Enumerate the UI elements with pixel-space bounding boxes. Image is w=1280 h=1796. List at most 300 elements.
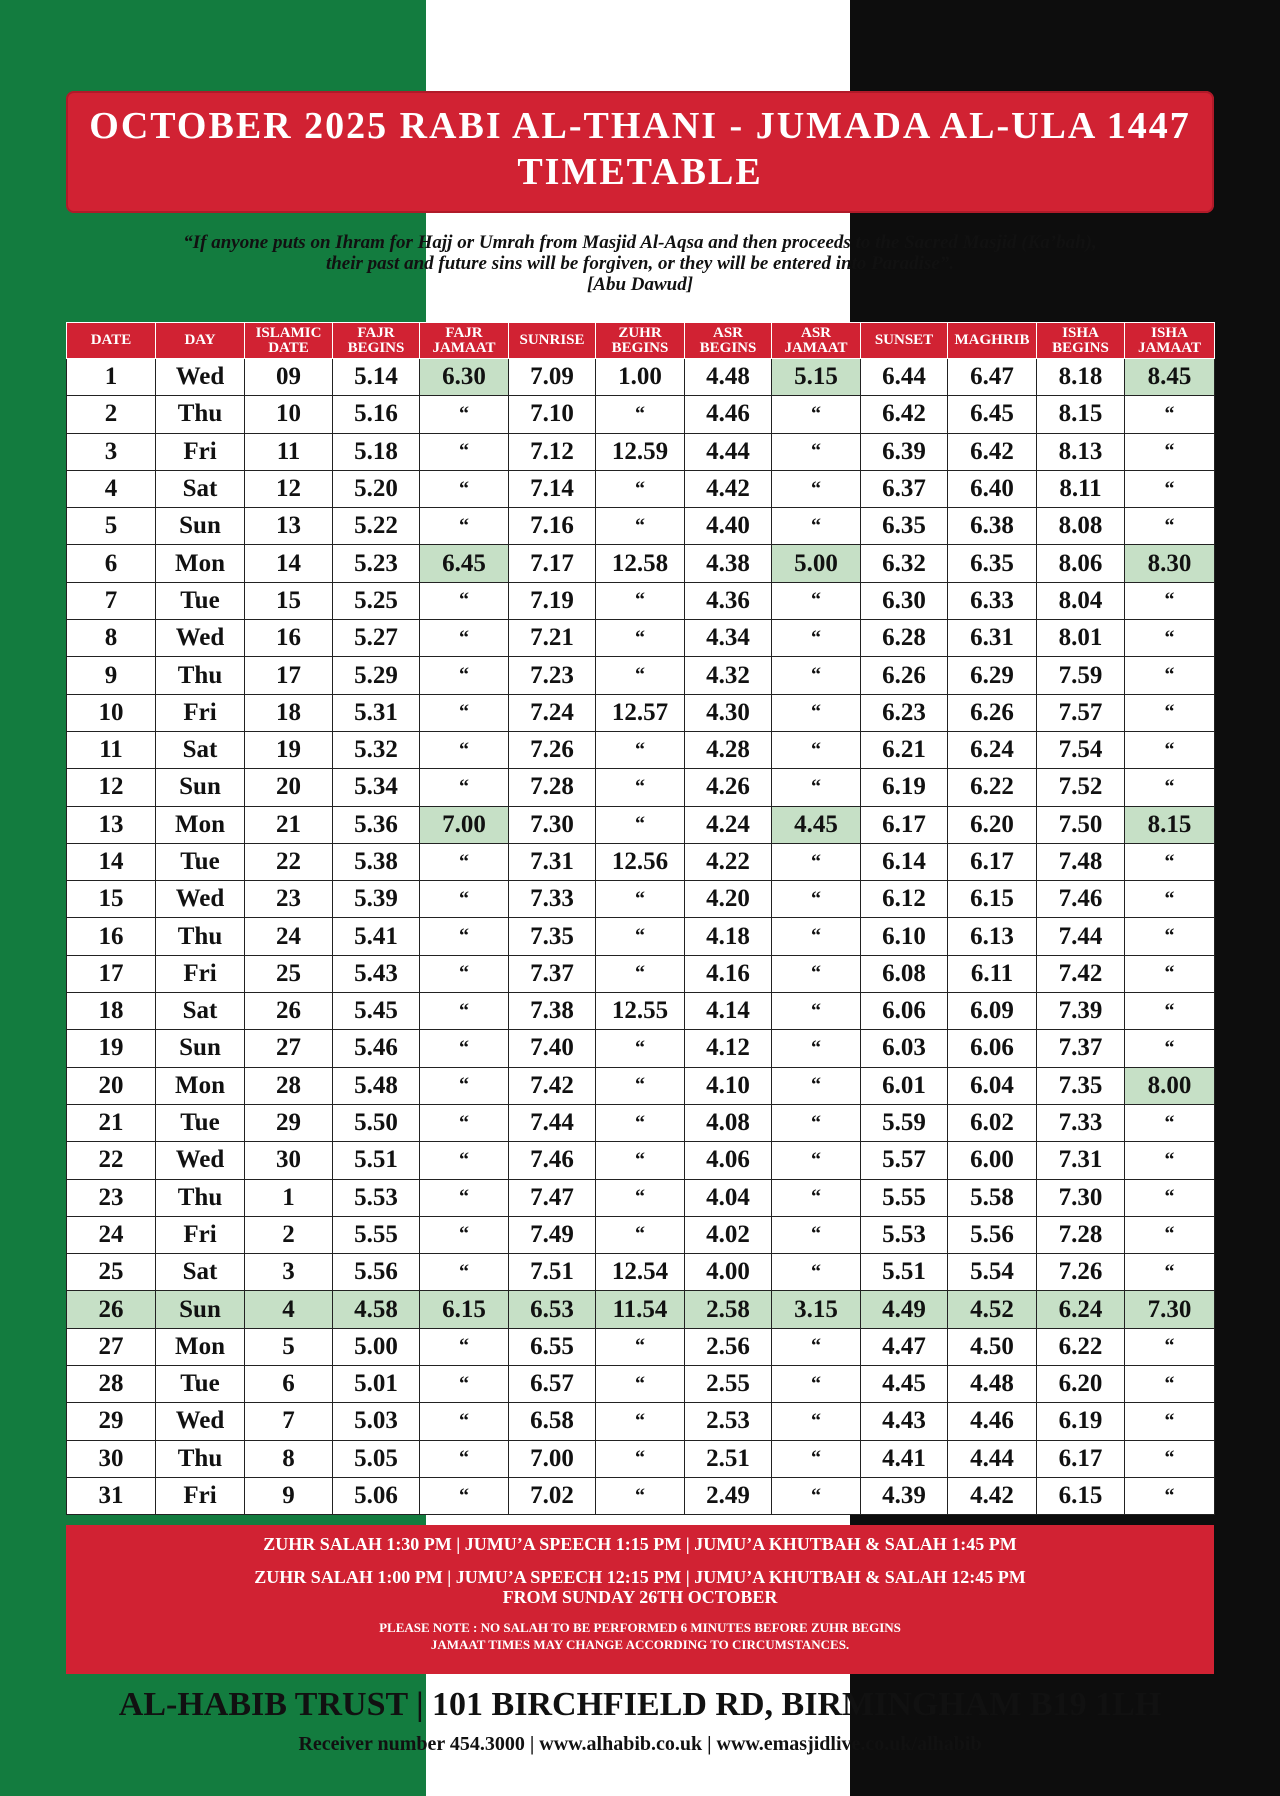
table-cell: “ — [596, 918, 685, 955]
table-cell: 7.42 — [1037, 955, 1125, 992]
table-cell: 4.40 — [685, 508, 772, 545]
table-cell: 6.30 — [861, 582, 948, 619]
table-cell: “ — [596, 1179, 685, 1216]
table-cell: 29 — [67, 1403, 156, 1440]
table-cell: 8.18 — [1037, 359, 1125, 396]
table-cell: 6.11 — [948, 955, 1037, 992]
table-cell: 18 — [67, 993, 156, 1030]
table-cell: “ — [772, 1104, 861, 1141]
table-cell: 7.59 — [1037, 657, 1125, 694]
table-cell: 6.06 — [948, 1030, 1037, 1067]
table-cell: 6.42 — [861, 396, 948, 433]
table-cell: “ — [596, 582, 685, 619]
table-cell: 6.31 — [948, 620, 1037, 657]
column-header-label: BEGINS — [1052, 339, 1109, 356]
table-cell: 16 — [67, 918, 156, 955]
notice-jamaat-change: JAMAAT TIMES MAY CHANGE ACCORDING TO CIRCUMSTANCES. — [430, 1637, 850, 1652]
table-cell: “ — [596, 657, 685, 694]
table-cell: 5.22 — [333, 508, 420, 545]
table-cell: 12.56 — [596, 843, 685, 880]
table-cell: 7 — [67, 582, 156, 619]
column-header — [1037, 323, 1125, 359]
table-row — [67, 918, 1215, 955]
column-header — [67, 323, 156, 359]
table-cell: 25 — [245, 955, 333, 992]
table-cell: 4.14 — [685, 993, 772, 1030]
notice-new-times: ZUHR SALAH 1:00 PM | JUMU’A SPEECH 12:15 PM | JUMU’A KHUTBAH & SALAH 12:45 PM — [254, 1567, 1026, 1587]
column-header-label: ASR — [712, 324, 743, 341]
table-cell: Sat — [156, 993, 245, 1030]
table-cell: 7.26 — [509, 731, 596, 768]
table-cell: 7.02 — [509, 1477, 596, 1514]
table-cell: 6.14 — [861, 843, 948, 880]
table-cell: “ — [596, 731, 685, 768]
table-cell: 5.06 — [333, 1477, 420, 1514]
table-cell: 8.11 — [1037, 470, 1125, 507]
table-cell: 7 — [245, 1403, 333, 1440]
table-cell: 8.30 — [1125, 545, 1215, 582]
table-cell: 6.04 — [948, 1067, 1037, 1104]
table-cell: 7.23 — [509, 657, 596, 694]
table-row — [67, 508, 1215, 545]
table-cell: 5.15 — [772, 359, 861, 396]
column-header — [245, 323, 333, 359]
table-cell: “ — [772, 1440, 861, 1477]
table-row — [67, 881, 1215, 918]
table-row — [67, 694, 1215, 731]
table-cell: “ — [596, 881, 685, 918]
table-cell: 11 — [67, 731, 156, 768]
table-cell: “ — [772, 1254, 861, 1291]
column-header-label: ASR — [800, 324, 831, 341]
table-row — [67, 359, 1215, 396]
table-cell: 7.33 — [1037, 1104, 1125, 1141]
table-cell: 5.31 — [333, 694, 420, 731]
table-row — [67, 1291, 1215, 1328]
notice-current-times: ZUHR SALAH 1:30 PM | JUMU’A SPEECH 1:15 PM | JUMU’A KHUTBAH & SALAH 1:45 PM — [263, 1534, 1017, 1554]
table-cell: 6.28 — [861, 620, 948, 657]
table-cell: 5.00 — [772, 545, 861, 582]
table-cell: Mon — [156, 1067, 245, 1104]
table-cell: “ — [420, 1440, 509, 1477]
table-cell: “ — [772, 955, 861, 992]
table-cell: 13 — [67, 806, 156, 843]
table-cell: 7.10 — [509, 396, 596, 433]
table-cell: 6.29 — [948, 657, 1037, 694]
table-cell: 7.37 — [509, 955, 596, 992]
table-cell: 11.54 — [596, 1291, 685, 1328]
table-cell: “ — [596, 1104, 685, 1141]
table-cell: “ — [420, 396, 509, 433]
table-cell: 7.40 — [509, 1030, 596, 1067]
table-cell: 6.33 — [948, 582, 1037, 619]
table-cell: Fri — [156, 433, 245, 470]
table-cell: 22 — [245, 843, 333, 880]
table-cell: 8.04 — [1037, 582, 1125, 619]
table-cell: “ — [1125, 881, 1215, 918]
table-cell: 09 — [245, 359, 333, 396]
quote-line-1: “If anyone puts on Ihram for Hajj or Umrah from Masjid Al-Aqsa and then proceeds to the Sacred Masjid (Ka’bah), — [183, 232, 1097, 253]
table-cell: 6.03 — [861, 1030, 948, 1067]
table-cell: “ — [1125, 1403, 1215, 1440]
table-row — [67, 731, 1215, 768]
table-cell: 9 — [67, 657, 156, 694]
table-cell: 5.57 — [861, 1142, 948, 1179]
table-cell: 5.56 — [948, 1216, 1037, 1253]
table-cell: 5.34 — [333, 769, 420, 806]
table-cell: “ — [420, 1477, 509, 1514]
table-cell: 2 — [67, 396, 156, 433]
table-cell: 10 — [245, 396, 333, 433]
table-cell: 5.01 — [333, 1366, 420, 1403]
table-cell: “ — [596, 1477, 685, 1514]
table-cell: 4.52 — [948, 1291, 1037, 1328]
quote-source: [Abu Dawud] — [586, 274, 694, 295]
table-row — [67, 843, 1215, 880]
table-cell: 4.48 — [948, 1366, 1037, 1403]
table-cell: “ — [596, 1216, 685, 1253]
table-cell: 2.55 — [685, 1366, 772, 1403]
table-cell: “ — [420, 433, 509, 470]
table-cell: 2.56 — [685, 1328, 772, 1365]
table-cell: 5.16 — [333, 396, 420, 433]
table-cell: 4.44 — [685, 433, 772, 470]
table-cell: “ — [420, 694, 509, 731]
table-cell: 7.28 — [509, 769, 596, 806]
table-cell: 5.38 — [333, 843, 420, 880]
table-cell: 7.42 — [509, 1067, 596, 1104]
table-cell: “ — [420, 508, 509, 545]
table-cell: 15 — [67, 881, 156, 918]
table-row — [67, 1142, 1215, 1179]
table-cell: 14 — [67, 843, 156, 880]
table-cell: 3 — [245, 1254, 333, 1291]
table-cell: 7.12 — [509, 433, 596, 470]
notice-salah-warning: PLEASE NOTE : NO SALAH TO BE PERFORMED 6 MINUTES BEFORE ZUHR BEGINS — [379, 1620, 901, 1635]
table-cell: 29 — [245, 1104, 333, 1141]
table-cell: 5.55 — [861, 1179, 948, 1216]
table-cell: “ — [420, 1142, 509, 1179]
table-cell: 4.58 — [333, 1291, 420, 1328]
table-cell: 4.06 — [685, 1142, 772, 1179]
table-cell: 12 — [67, 769, 156, 806]
table-cell: 6.40 — [948, 470, 1037, 507]
table-cell: Wed — [156, 1403, 245, 1440]
column-header-label: FAJR — [357, 324, 395, 341]
table-cell: 6.44 — [861, 359, 948, 396]
table-cell: 6.47 — [948, 359, 1037, 396]
table-cell: 6.42 — [948, 433, 1037, 470]
table-cell: 7.35 — [1037, 1067, 1125, 1104]
table-cell: 4.44 — [948, 1440, 1037, 1477]
table-cell: 18 — [245, 694, 333, 731]
table-cell: 7.17 — [509, 545, 596, 582]
table-cell: 4.24 — [685, 806, 772, 843]
table-cell: “ — [772, 1403, 861, 1440]
table-cell: “ — [772, 1328, 861, 1365]
table-cell: 6.57 — [509, 1366, 596, 1403]
table-cell: “ — [1125, 1104, 1215, 1141]
table-cell: 4 — [245, 1291, 333, 1328]
table-cell: 6.17 — [948, 843, 1037, 880]
notice-banner — [66, 1525, 1214, 1674]
table-cell: “ — [772, 1142, 861, 1179]
table-cell: “ — [420, 582, 509, 619]
table-cell: 6.20 — [948, 806, 1037, 843]
table-cell: Tue — [156, 1366, 245, 1403]
table-cell: 6.24 — [1037, 1291, 1125, 1328]
table-cell: Sun — [156, 769, 245, 806]
table-row — [67, 582, 1215, 619]
table-cell: 17 — [245, 657, 333, 694]
column-header — [509, 323, 596, 359]
table-cell: Thu — [156, 657, 245, 694]
table-row — [67, 1030, 1215, 1067]
table-cell: “ — [1125, 1328, 1215, 1365]
table-cell: “ — [1125, 1142, 1215, 1179]
table-cell: Tue — [156, 843, 245, 880]
table-cell: 14 — [245, 545, 333, 582]
table-cell: 6.13 — [948, 918, 1037, 955]
table-cell: 5.20 — [333, 470, 420, 507]
table-cell: 6.09 — [948, 993, 1037, 1030]
table-cell: 4.12 — [685, 1030, 772, 1067]
column-header-label: BEGINS — [699, 339, 757, 356]
table-cell: “ — [596, 1328, 685, 1365]
table-cell: 30 — [245, 1142, 333, 1179]
table-cell: 15 — [245, 582, 333, 619]
column-header-label: DAY — [184, 332, 216, 348]
table-cell: “ — [596, 806, 685, 843]
table-row — [67, 1440, 1215, 1477]
table-cell: “ — [1125, 1216, 1215, 1253]
column-header-label: ISHA — [1151, 324, 1188, 341]
table-cell: 4.50 — [948, 1328, 1037, 1365]
table-cell: 6.32 — [861, 545, 948, 582]
table-row — [67, 769, 1215, 806]
table-cell: “ — [772, 433, 861, 470]
table-cell: 27 — [67, 1328, 156, 1365]
table-cell: 5.46 — [333, 1030, 420, 1067]
footer-contact: Receiver number 454.3000 | www.alhabib.co.uk | www.emasjidlive.co.uk/alhabib — [298, 1733, 982, 1755]
table-row — [67, 396, 1215, 433]
table-cell: 5.54 — [948, 1254, 1037, 1291]
table-cell: 2.58 — [685, 1291, 772, 1328]
table-cell: “ — [772, 657, 861, 694]
table-cell: Mon — [156, 806, 245, 843]
table-cell: 7.30 — [509, 806, 596, 843]
table-cell: 5.45 — [333, 993, 420, 1030]
table-cell: 24 — [67, 1216, 156, 1253]
column-header — [948, 323, 1037, 359]
table-cell: 4 — [67, 470, 156, 507]
table-row — [67, 1328, 1215, 1365]
table-cell: “ — [1125, 396, 1215, 433]
table-cell: “ — [1125, 1254, 1215, 1291]
table-cell: 4.26 — [685, 769, 772, 806]
table-cell: 6.22 — [948, 769, 1037, 806]
table-cell: “ — [772, 694, 861, 731]
table-cell: 5.55 — [333, 1216, 420, 1253]
table-cell: “ — [772, 881, 861, 918]
table-row — [67, 806, 1215, 843]
table-cell: 6.24 — [948, 731, 1037, 768]
table-cell: 19 — [245, 731, 333, 768]
table-cell: 7.35 — [509, 918, 596, 955]
table-row — [67, 955, 1215, 992]
table-cell: “ — [596, 1142, 685, 1179]
table-cell: 7.57 — [1037, 694, 1125, 731]
table-cell: 4.42 — [948, 1477, 1037, 1514]
table-cell: Sat — [156, 470, 245, 507]
table-cell: 8.06 — [1037, 545, 1125, 582]
table-cell: 8 — [245, 1440, 333, 1477]
table-cell: 5.29 — [333, 657, 420, 694]
table-cell: 5.32 — [333, 731, 420, 768]
table-cell: 23 — [245, 881, 333, 918]
table-cell: 4.18 — [685, 918, 772, 955]
table-cell: “ — [772, 582, 861, 619]
table-cell: 28 — [67, 1366, 156, 1403]
table-row — [67, 470, 1215, 507]
table-cell: 7.51 — [509, 1254, 596, 1291]
table-cell: Sun — [156, 1030, 245, 1067]
table-cell: 4.32 — [685, 657, 772, 694]
column-header — [156, 323, 245, 359]
table-cell: 4.16 — [685, 955, 772, 992]
table-row — [67, 1403, 1215, 1440]
table-cell: “ — [420, 1366, 509, 1403]
table-cell: 8.13 — [1037, 433, 1125, 470]
table-cell: 6.19 — [1037, 1403, 1125, 1440]
table-cell: 6.17 — [1037, 1440, 1125, 1477]
table-cell: 7.37 — [1037, 1030, 1125, 1067]
table-cell: 6.39 — [861, 433, 948, 470]
table-cell: 28 — [245, 1067, 333, 1104]
table-cell: 5.14 — [333, 359, 420, 396]
table-cell: 8 — [67, 620, 156, 657]
table-cell: Wed — [156, 620, 245, 657]
column-header-label: ISLAMIC — [255, 324, 322, 341]
table-cell: 5.56 — [333, 1254, 420, 1291]
table-cell: “ — [1125, 657, 1215, 694]
table-cell: “ — [1125, 694, 1215, 731]
notice-effective-date: FROM SUNDAY 26TH OCTOBER — [502, 1587, 778, 1607]
table-cell: 5.41 — [333, 918, 420, 955]
table-cell: 4.46 — [948, 1403, 1037, 1440]
table-cell: 7.09 — [509, 359, 596, 396]
table-cell: Tue — [156, 1104, 245, 1141]
table-cell: Wed — [156, 1142, 245, 1179]
table-cell: “ — [420, 769, 509, 806]
table-row — [67, 993, 1215, 1030]
table-cell: “ — [772, 1030, 861, 1067]
table-cell: 16 — [245, 620, 333, 657]
table-cell: 4.46 — [685, 396, 772, 433]
table-cell: 5.59 — [861, 1104, 948, 1141]
table-cell: 5.50 — [333, 1104, 420, 1141]
table-cell: “ — [1125, 843, 1215, 880]
table-cell: Thu — [156, 396, 245, 433]
table-cell: “ — [420, 620, 509, 657]
table-cell: 7.30 — [1125, 1291, 1215, 1328]
column-header — [596, 323, 685, 359]
table-cell: 6.30 — [420, 359, 509, 396]
table-cell: 7.14 — [509, 470, 596, 507]
table-cell: 7.38 — [509, 993, 596, 1030]
table-cell: “ — [596, 1030, 685, 1067]
timetable — [66, 322, 1215, 1515]
table-cell: 5.39 — [333, 881, 420, 918]
footer-address: AL-HABIB TRUST | 101 BIRCHFIELD RD, BIRMINGHAM B19 1LH — [118, 1686, 1162, 1723]
table-cell: “ — [772, 769, 861, 806]
table-cell: 6.01 — [861, 1067, 948, 1104]
table-cell: “ — [772, 731, 861, 768]
table-cell: “ — [1125, 620, 1215, 657]
table-cell: 7.16 — [509, 508, 596, 545]
column-header-label: JAMAAT — [784, 339, 848, 356]
table-cell: Tue — [156, 582, 245, 619]
table-cell: 4.41 — [861, 1440, 948, 1477]
table-cell: 12.57 — [596, 694, 685, 731]
column-header-label: SUNRISE — [519, 332, 585, 348]
table-cell: 4.30 — [685, 694, 772, 731]
table-cell: 22 — [67, 1142, 156, 1179]
table-cell: 2.51 — [685, 1440, 772, 1477]
table-cell: 5.51 — [333, 1142, 420, 1179]
table-cell: 7.39 — [1037, 993, 1125, 1030]
table-cell: 7.49 — [509, 1216, 596, 1253]
quote-line-2: their past and future sins will be forgiven, or they will be entered into Paradise”. — [325, 253, 955, 274]
table-cell: “ — [1125, 1440, 1215, 1477]
table-cell: 5.23 — [333, 545, 420, 582]
table-cell: 4.28 — [685, 731, 772, 768]
table-cell: 6.06 — [861, 993, 948, 1030]
table-cell: 6.12 — [861, 881, 948, 918]
table-cell: 3 — [67, 433, 156, 470]
table-cell: Mon — [156, 1328, 245, 1365]
table-cell: “ — [1125, 582, 1215, 619]
table-cell: 5.43 — [333, 955, 420, 992]
table-cell: 5 — [245, 1328, 333, 1365]
table-cell: 7.48 — [1037, 843, 1125, 880]
table-cell: 7.31 — [1037, 1142, 1125, 1179]
table-cell: “ — [420, 1067, 509, 1104]
table-cell: “ — [1125, 993, 1215, 1030]
table-cell: 5.53 — [861, 1216, 948, 1253]
column-header-label: JAMAAT — [1137, 339, 1202, 356]
table-cell: “ — [772, 1216, 861, 1253]
table-cell: “ — [1125, 918, 1215, 955]
table-cell: “ — [596, 620, 685, 657]
table-cell: “ — [772, 508, 861, 545]
table-cell: 4.43 — [861, 1403, 948, 1440]
table-cell: 6.15 — [1037, 1477, 1125, 1514]
table-cell: 4.34 — [685, 620, 772, 657]
table-cell: “ — [420, 955, 509, 992]
table-cell: 5.18 — [333, 433, 420, 470]
table-cell: 12.59 — [596, 433, 685, 470]
column-header-label: ISHA — [1062, 324, 1099, 341]
table-cell: 23 — [67, 1179, 156, 1216]
table-cell: 6.35 — [861, 508, 948, 545]
table-cell: 25 — [67, 1254, 156, 1291]
table-cell: “ — [1125, 470, 1215, 507]
table-cell: Thu — [156, 1440, 245, 1477]
table-cell: “ — [596, 508, 685, 545]
table-cell: “ — [596, 1403, 685, 1440]
table-cell: 6.55 — [509, 1328, 596, 1365]
